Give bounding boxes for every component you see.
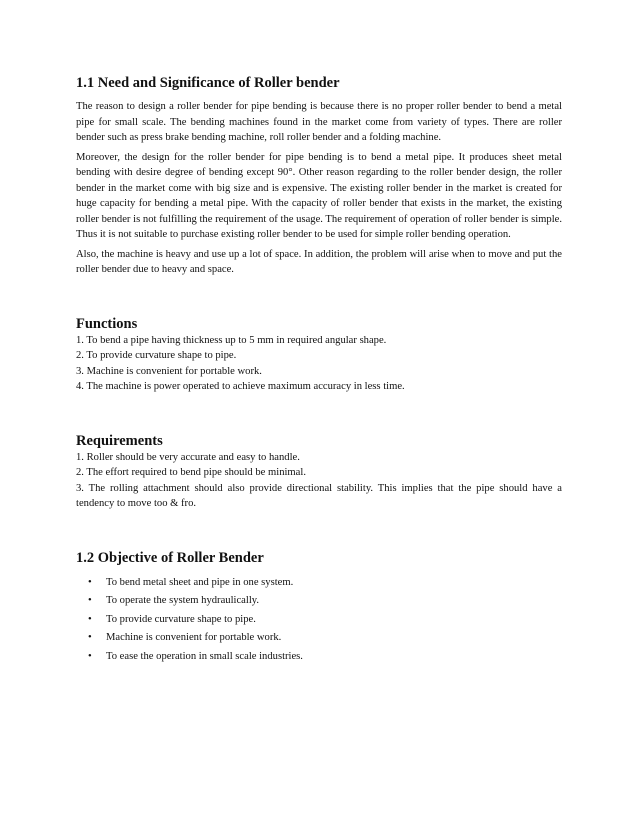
function-item: 1. To bend a pipe having thickness up to 5 mm in required angular shape. [76, 334, 387, 346]
objective-item [76, 611, 562, 630]
functions-list [76, 333, 562, 395]
heading-need-significance: 1.1 Need and Significance of Roller bender [76, 75, 340, 91]
paragraph-need-3: Also, the machine is heavy and use up a lot of space. In addition, the problem will arise when to move and put the roller bender due to heavy and space. [76, 248, 562, 275]
paragraph-need-2: Moreover, the design for the roller bender for pipe bending is to bend a metal pipe. It produces sheet metal bending with desire degree of bending except 90°. Other reason regarding to the roller bender design, the roller bender in the market come with big size and is expensive. The existing roller bender in the market is created for huge capacity for bending a metal pipe. With the capacity of roller bender that exists in the market, the existing roller bender is not fulfilling the requirement of the usage. The requirement of operation of roller bender is simple. Thus it is not suitable to purchase existing roller bender to be used for simple roller bending operation. [76, 151, 562, 240]
function-item: 4. The machine is power operated to achieve maximum accuracy in less time. [76, 381, 405, 392]
heading-functions: Functions [76, 315, 138, 332]
heading-objective: 1.2 Objective of Roller Bender [76, 549, 264, 566]
document-body [76, 74, 562, 666]
objective-item [76, 592, 562, 611]
objective-item-text: To provide curvature shape to pipe. [106, 613, 256, 625]
function-item: 3. Machine is convenient for portable work. [76, 365, 262, 377]
objective-item [76, 648, 562, 667]
bullet-icon: • [88, 576, 92, 588]
function-item: 2. To provide curvature shape to pipe. [76, 350, 237, 361]
objective-bullet-list [76, 574, 562, 667]
objective-item [76, 629, 562, 648]
objective-item-text: To bend metal sheet and pipe in one system. [106, 576, 294, 588]
requirement-item: 3. The rolling attachment should also provide directional stability. This implies that the pipe should have a tendency to move too & fro. [76, 482, 562, 509]
bullet-icon: • [88, 650, 92, 662]
bullet-icon: • [88, 613, 92, 625]
requirements-list [76, 450, 562, 512]
paragraph-need-1: The reason to design a roller bender for pipe bending is because there is no proper roller bender to bend a metal pipe for small scale. The bending machines found in the market come from variety of types. There are roller bender such as press brake bending machine, roll roller bender and a folding machine. [76, 101, 562, 143]
bullet-icon: • [88, 632, 92, 643]
bullet-icon: • [88, 595, 92, 606]
objective-item-text: To operate the system hydraulically. [106, 595, 260, 606]
objective-item [76, 574, 562, 593]
objective-item-text: To ease the operation in small scale industries. [106, 650, 303, 662]
requirement-item: 1. Roller should be very accurate and easy to handle. [76, 451, 300, 463]
objective-item-text: Machine is convenient for portable work. [106, 632, 282, 643]
requirement-item: 2. The effort required to bend pipe should be minimal. [76, 467, 306, 478]
heading-requirements: Requirements [76, 432, 163, 449]
